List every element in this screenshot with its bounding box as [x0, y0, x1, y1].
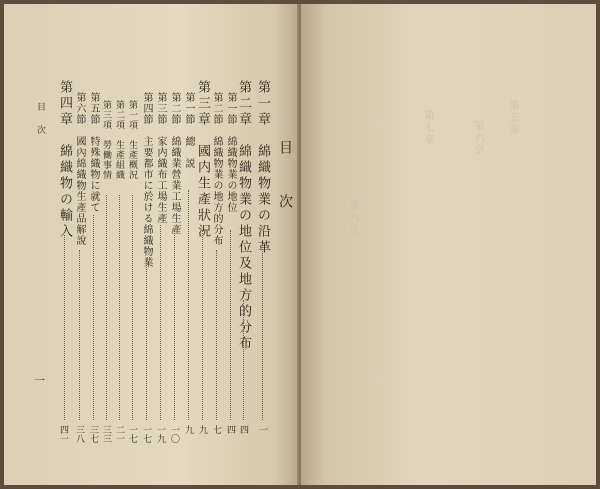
toc-leader	[119, 195, 120, 420]
toc-entry-chapter-3: 第三章 國内生產狀況	[195, 80, 210, 240]
toc-page-number: 九	[197, 425, 207, 434]
toc-entry-chapter-2: 第二章 綿織物業の地位及地方的分布	[236, 80, 251, 352]
toc-entry-chapter-4: 第四章 綿織物の輸入	[57, 80, 72, 240]
toc-page-number: 一〇	[169, 425, 179, 443]
toc-leader	[106, 195, 107, 420]
toc-page-number: 九	[183, 425, 193, 434]
toc-page-number: 一	[257, 425, 267, 434]
toc-leader	[64, 235, 65, 420]
toc-page-number: 四	[225, 425, 235, 434]
toc-entry-section: 第二節 綿織業營業工場生產	[169, 92, 180, 235]
bleed-through-text: 第六章	[472, 120, 483, 156]
toc-leader	[230, 230, 231, 420]
toc-entry-section: 第六節 國內綿織物生產品解說	[74, 92, 85, 246]
toc-entry-section: 第一節 綿織物業の地位	[225, 92, 236, 213]
toc-page-number: 三七	[88, 425, 98, 443]
toc-leader	[174, 230, 175, 420]
toc-entry-chapter-1: 第一章 綿織物業の沿革	[255, 80, 270, 256]
toc-entry-section: 第五節 特殊織物に就て	[88, 92, 99, 213]
toc-entry-subsection: 第一項 生產概況	[127, 100, 137, 180]
page-title: 目次	[277, 140, 293, 248]
toc-page-number: 七	[211, 425, 221, 434]
toc-entry-section: 第二節 綿織物業の地方的分布	[211, 92, 222, 246]
bleed-through-text: 第八章	[347, 200, 358, 236]
toc-leader	[262, 245, 263, 420]
toc-page-number: 四一	[58, 425, 68, 443]
bleed-through-text: 第七章	[422, 110, 433, 146]
toc-page-number: 四	[238, 425, 248, 434]
toc-leader	[132, 195, 133, 420]
toc-entry-subsection: 第二項 生產組織	[114, 100, 124, 180]
running-head: 目次	[35, 102, 45, 148]
toc-page-number: 一七	[127, 425, 137, 443]
toc-leader	[216, 250, 217, 420]
toc-leader	[160, 225, 161, 420]
toc-entry-section: 第一節 總 説	[183, 92, 194, 169]
bleed-through-text: 第五章	[507, 100, 518, 136]
page-folio: 一	[34, 374, 45, 387]
toc-leader	[188, 190, 189, 420]
toc-entry-section: 第三節 家内織布工場生產	[155, 92, 166, 224]
right-page	[301, 4, 596, 485]
toc-page-number: 一七	[141, 425, 151, 443]
toc-page-number: 一九	[155, 425, 165, 443]
toc-leader	[93, 215, 94, 420]
toc-page-number: 二一	[114, 425, 124, 443]
toc-leader	[146, 260, 147, 420]
toc-leader	[202, 230, 203, 420]
toc-entry-subsection: 第三項 勞働事情	[101, 100, 111, 180]
toc-entry-section: 第四節 主要都市に於ける綿織物業	[141, 92, 152, 268]
toc-leader	[243, 300, 244, 420]
toc-page-number: 三八	[74, 425, 84, 443]
toc-page-number: 三三	[101, 425, 111, 443]
toc-leader	[79, 250, 80, 420]
